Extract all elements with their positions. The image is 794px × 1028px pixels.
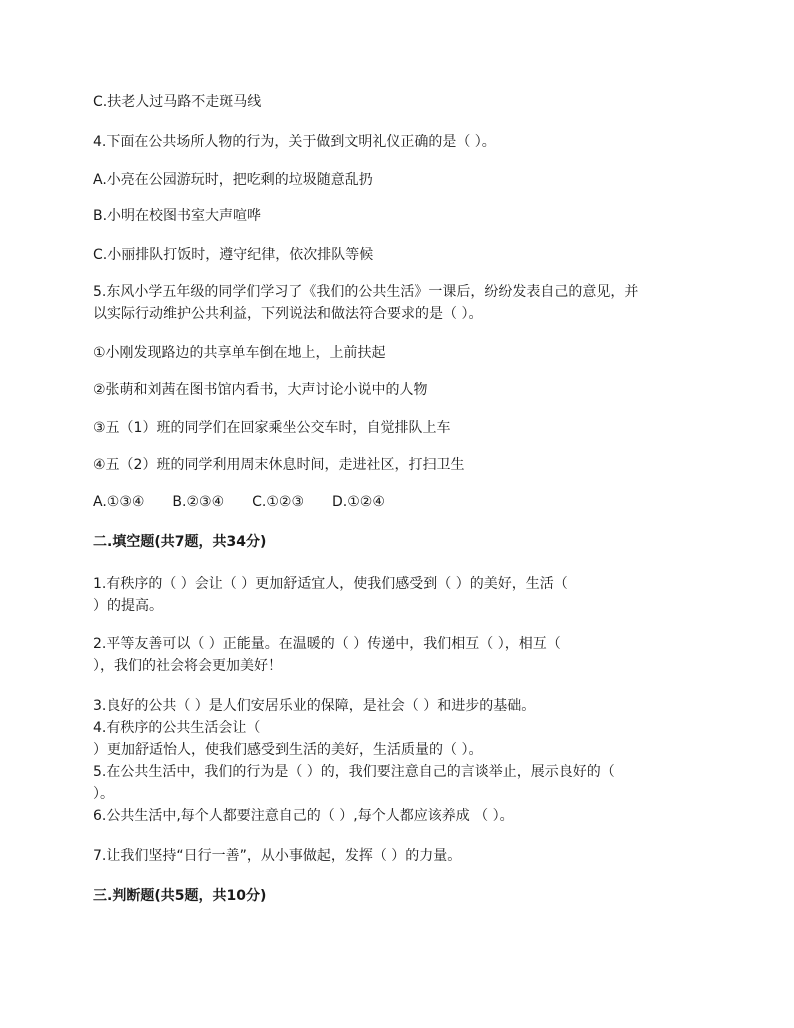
statement-3: ③五（1）班的同学们在回家乘坐公交车时，自觉排队上车 <box>93 420 451 436</box>
fill-2-line-2: ），我们的社会将会更加美好！ <box>93 658 282 674</box>
question-5-line-1: 5.东风小学五年级的同学们学习了《我们的公共生活》一课后，纷纷发表自己的意见，并 <box>93 284 639 300</box>
statement-2: ②张萌和刘茜在图书馆内看书，大声讨论小说中的人物 <box>93 382 428 398</box>
fill-4-line-2: ）更加舒适怡人，使我们感受到生活的美好，生活质量的（ ）。 <box>93 742 483 758</box>
options-q5: A.①③④ B.②③④ C.①②③ D.①②④ <box>93 494 385 510</box>
question-5-line-2: 以实际行动维护公共利益，下列说法和做法符合要求的是（ ）。 <box>93 306 483 322</box>
fill-2-line-1: 2.平等友善可以（ ）正能量。在温暖的（ ）传递中，我们相互（ ），相互（ <box>93 636 561 652</box>
fill-4-line-1: 4.有秩序的公共生活会让（ <box>93 720 261 736</box>
option-c-q3: C.扶老人过马路不走斑马线 <box>93 94 262 110</box>
option-c-q4: C.小丽排队打饭时，遵守纪律，依次排队等候 <box>93 247 374 263</box>
fill-1-line-1: 1.有秩序的（ ）会让（ ）更加舒适宜人，使我们感受到（ ）的美好，生活（ <box>93 576 568 592</box>
question-4: 4.下面在公共场所人物的行为，关于做到文明礼仪正确的是（ ）。 <box>93 134 496 150</box>
fill-6: 6.公共生活中,每个人都要注意自己的（ ）,每个人都应该养成 （ ）。 <box>93 808 514 824</box>
section-3-heading: 三.判断题(共5题，共10分) <box>93 888 267 904</box>
fill-3: 3.良好的公共（ ）是人们安居乐业的保障，是社会（ ）和进步的基础。 <box>93 698 536 714</box>
fill-5-line-1: 5.在公共生活中，我们的行为是（ ）的，我们要注意自己的言谈举止，展示良好的（ <box>93 764 615 780</box>
statement-1: ①小刚发现路边的共享单车倒在地上，上前扶起 <box>93 345 386 361</box>
statement-4: ④五（2）班的同学利用周末休息时间，走进社区，打扫卫生 <box>93 457 465 473</box>
fill-5-line-2: ）。 <box>93 786 114 802</box>
section-2-heading: 二.填空题(共7题，共34分) <box>93 534 267 550</box>
fill-7: 7.让我们坚持“日行一善”，从小事做起，发挥（ ）的力量。 <box>93 848 462 864</box>
option-b-q4: B.小明在校图书室大声喧哗 <box>93 208 262 224</box>
fill-1-line-2: ）的提高。 <box>93 598 163 614</box>
option-a-q4: A.小亮在公园游玩时，把吃剩的垃圾随意乱扔 <box>93 172 373 188</box>
